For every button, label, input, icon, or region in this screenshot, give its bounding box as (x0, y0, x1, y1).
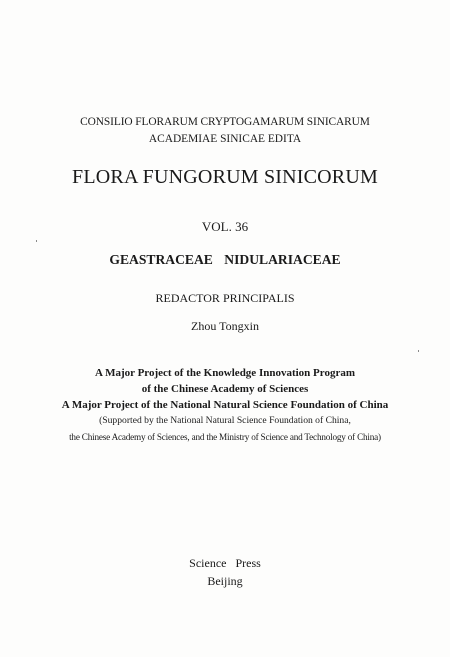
project-line-3: A Major Project of the National Natural Science Foundation of China (61, 399, 389, 411)
author-name: Zhou Tongxin (191, 319, 259, 333)
council-line-1: CONSILIO FLORARUM CRYPTOGAMARUM SINICARUM (80, 116, 370, 128)
council-line-2: ACADEMIAE SINICAE EDITA (148, 133, 302, 145)
support-line-1: (Supported by the National Natural Science Foundation of China, (99, 415, 351, 426)
redactor-label: REDACTOR PRINCIPALIS (155, 291, 295, 305)
publisher-name: Science Press (189, 556, 261, 570)
families-heading: GEASTRACEAE NIDULARIACEAE (109, 252, 341, 267)
support-line-2: the Chinese Academy of Sciences, and the Ministry of Science and Technology of China) (69, 432, 381, 442)
project-line-1: A Major Project of the Knowledge Innovation Program (95, 367, 355, 379)
project-line-2: of the Chinese Academy of Sciences (141, 383, 309, 395)
volume-number: VOL. 36 (201, 219, 249, 234)
scan-speck (418, 350, 419, 352)
book-title: FLORA FUNGORUM SINICORUM (72, 166, 378, 188)
scan-speck (36, 240, 37, 242)
publisher-city: Beijing (207, 574, 243, 588)
